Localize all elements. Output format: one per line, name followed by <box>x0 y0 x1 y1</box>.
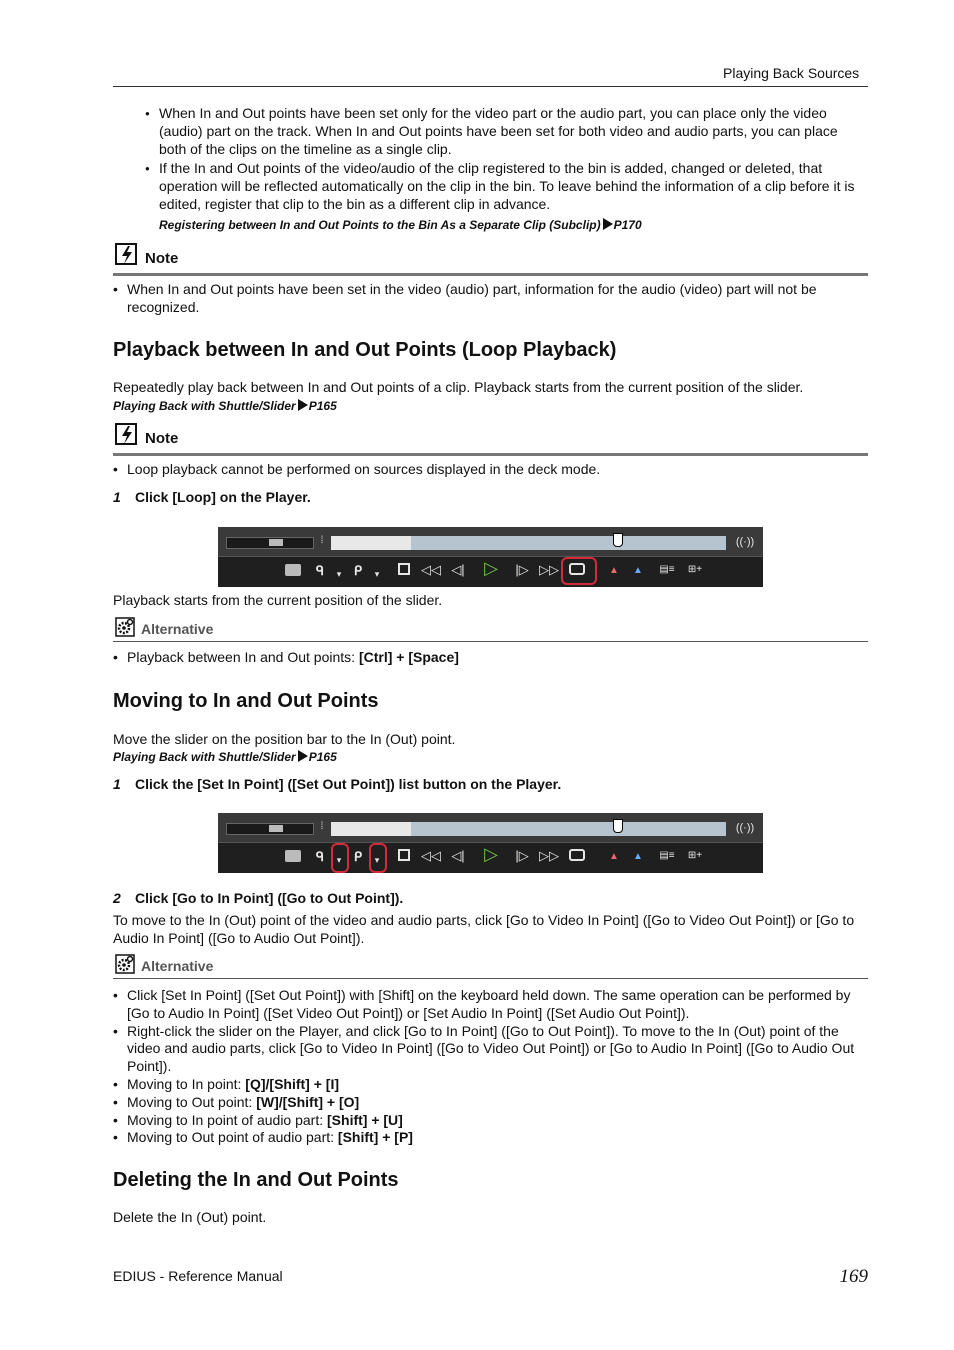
add-icon[interactable]: ⊞+ <box>687 850 703 861</box>
footer-manual-title: EDIUS - Reference Manual <box>113 1268 283 1284</box>
step-instruction <box>113 489 311 505</box>
list-item-text: Moving to In point of audio part: <box>127 1111 328 1128</box>
set-out-list-icon[interactable]: ▾ <box>374 569 380 579</box>
note-label: Note <box>145 250 179 267</box>
step-text: Click [Loop] on the Player. <box>135 489 311 505</box>
in-out-marker-icon: ⁞ <box>320 535 324 546</box>
paragraph: Repeatedly play back between In and Out points of a clip. Playback starts from the current position of the slider. <box>113 379 804 395</box>
step-text: Click the [Set In Point] ([Set Out Point]) list button on the Player. <box>135 776 562 792</box>
list-item: ● When In and Out points have been set only for the video part or the audio part, you can place only the video (audio) part on the track. When In and Out points have been set for both video and audio parts, you can place both of the clips on the timeline as a single clip. <box>145 105 867 158</box>
position-bar[interactable] <box>331 822 726 836</box>
paragraph: Move the slider on the position bar to the In (Out) point. <box>113 731 456 747</box>
set-in-list-icon[interactable]: ▾ <box>336 855 342 865</box>
in-out-range <box>411 536 726 550</box>
set-out-list-icon[interactable]: ▾ <box>374 855 380 865</box>
player-toolbar <box>218 813 763 872</box>
shuttle-icon[interactable] <box>285 564 301 576</box>
list-item <box>113 1129 873 1147</box>
list-item-text: Right-click the slider on the Player, and click [Go to In Point] ([Go to Out Point]). To move to the In (Out) point of the video and audio parts, click [Go to Video In Point] ([Go to Video Out Point]) or [Go to Audio In Point] ([Go to Audio Out Point]). <box>127 1022 855 1075</box>
player-button-row <box>218 556 763 587</box>
note-label: Note <box>145 430 179 447</box>
list-item <box>113 1112 873 1130</box>
in-out-range <box>411 822 726 836</box>
export-icon[interactable]: ▤≡ <box>659 564 675 575</box>
rewind-icon[interactable]: ◁◁ <box>421 848 441 863</box>
export-icon[interactable]: ▤≡ <box>659 850 675 861</box>
player-button-row <box>218 842 763 873</box>
xref-page: P165 <box>308 399 337 413</box>
shortcut-keys: [Ctrl] + [Space] <box>358 649 459 665</box>
stop-icon[interactable] <box>398 849 410 861</box>
list-item <box>113 1023 873 1076</box>
position-slider[interactable] <box>613 819 623 833</box>
cross-reference-link[interactable] <box>113 750 337 764</box>
step-back-icon[interactable]: ◁| <box>451 848 465 863</box>
loop-highlight-ring <box>561 557 597 585</box>
audio-monitor-icon[interactable]: ((·)) <box>735 536 755 548</box>
fast-forward-icon[interactable]: ▷▷ <box>539 848 559 863</box>
overwrite-icon[interactable]: ▲ <box>609 851 619 862</box>
alternative-label: Alternative <box>141 621 214 637</box>
arrow-right-icon <box>603 218 613 230</box>
list-item-text: Click [Set In Point] ([Set Out Point]) with [Shift] on the keyboard held down. The same operation can be performed by [Go to Audio In Point] ([Set Video Out Point]) or [Set Audio In Point] ([Set Audio Out Point]). <box>127 987 851 1021</box>
rewind-icon[interactable]: ◁◁ <box>421 562 441 577</box>
add-icon[interactable]: ⊞+ <box>687 564 703 575</box>
list-item <box>113 649 873 667</box>
set-in-point-icon[interactable]: ᑫ <box>315 563 325 578</box>
shortcut-keys: [Shift] + [U] <box>327 1111 403 1128</box>
gear-icon <box>115 954 135 974</box>
overwrite-icon[interactable]: ▲ <box>609 565 619 576</box>
position-slider[interactable] <box>613 533 623 547</box>
step-number: 2 <box>113 890 121 906</box>
step-instruction <box>113 890 403 906</box>
paragraph: Delete the In (Out) point. <box>113 1209 267 1225</box>
shuttle-knob[interactable] <box>269 825 283 832</box>
xref-page: P170 <box>613 218 642 232</box>
xref-text: Playing Back with Shuttle/Slider <box>113 750 296 764</box>
list-item-text: Moving to In point: <box>127 1075 246 1092</box>
alternative-header <box>113 954 868 979</box>
shuttle-bar[interactable] <box>226 537 314 549</box>
shortcut-keys: [W]/[Shift] + [O] <box>256 1093 360 1110</box>
paragraph: Playback starts from the current position of the slider. <box>113 592 443 608</box>
fast-forward-icon[interactable]: ▷▷ <box>539 562 559 577</box>
set-in-point-icon[interactable]: ᑫ <box>315 849 325 864</box>
shortcut-keys: [Shift] + [P] <box>337 1129 413 1146</box>
alternative-label: Alternative <box>141 958 214 974</box>
arrow-right-icon <box>298 750 308 762</box>
list-item <box>113 987 873 1023</box>
shortcut-keys: [Q]/[Shift] + [I] <box>245 1075 339 1092</box>
xref-page: P165 <box>308 750 337 764</box>
insert-icon[interactable]: ▲ <box>633 851 643 862</box>
note-list <box>113 281 873 317</box>
shuttle-icon[interactable] <box>285 850 301 862</box>
alternative-list <box>113 987 873 1147</box>
list-item-text: Moving to Out point: <box>127 1093 257 1110</box>
cross-reference-link[interactable] <box>113 399 337 413</box>
step-instruction <box>113 776 561 792</box>
paragraph: To move to the In (Out) point of the video and audio parts, click [Go to Video In Point] ([Go to Video Out Point]) or [Go to Audio In Point] ([Go to Audio Out Point]). <box>113 912 855 946</box>
section-heading: Moving to In and Out Points <box>113 690 379 712</box>
step-text: Click [Go to In Point] ([Go to Out Point]). <box>135 890 404 906</box>
section-heading: Playback between In and Out Points (Loop Playback) <box>113 339 617 361</box>
step-back-icon[interactable]: ◁| <box>451 562 465 577</box>
list-item <box>113 1076 873 1094</box>
play-icon[interactable]: ▷ <box>484 844 498 864</box>
list-item-text: Moving to Out point of audio part: <box>127 1129 338 1146</box>
section-heading: Deleting the In and Out Points <box>113 1169 399 1191</box>
player-position-row <box>218 813 763 842</box>
note-header <box>113 423 868 456</box>
audio-monitor-icon[interactable]: ((·)) <box>735 822 755 834</box>
set-out-list-highlight-ring <box>369 843 387 873</box>
page-number: 169 <box>839 1266 868 1287</box>
stop-icon[interactable] <box>398 563 410 575</box>
loop-icon[interactable] <box>569 849 585 861</box>
list-item: • When In and Out points have been set in the video (audio) part, information for the audio (video) part will not be recognized. <box>113 281 873 317</box>
alternative-header <box>113 617 868 642</box>
step-number: 1 <box>113 776 121 792</box>
gear-icon <box>115 617 135 637</box>
insert-icon[interactable]: ▲ <box>633 565 643 576</box>
note-icon <box>115 423 139 447</box>
xref-text: Playing Back with Shuttle/Slider <box>113 399 296 413</box>
top-bullet-list <box>145 105 867 214</box>
note-list <box>113 461 873 479</box>
set-in-list-icon[interactable]: ▾ <box>336 569 342 579</box>
alternative-list <box>113 649 873 667</box>
note-header <box>113 243 868 276</box>
arrow-right-icon <box>298 399 308 411</box>
set-out-point-icon[interactable]: ᑭ <box>353 849 363 864</box>
shuttle-bar[interactable] <box>226 823 314 835</box>
note-icon <box>115 243 139 267</box>
player-position-row <box>218 527 763 556</box>
cross-reference-link[interactable] <box>159 218 642 232</box>
set-in-list-highlight-ring <box>331 843 349 873</box>
list-item: ● If the In and Out points of the video/audio of the clip registered to the bin is added, changed or deleted, that operation will be reflected automatically on the clip in the bin. To leave behind the information of a clip before it is edited, register that clip to the bin as a different clip in advance. <box>145 160 867 213</box>
set-out-point-icon[interactable]: ᑭ <box>353 563 363 578</box>
list-item: • Loop playback cannot be performed on sources displayed in the deck mode. <box>113 461 873 479</box>
step-forward-icon[interactable]: |▷ <box>515 562 529 577</box>
list-item <box>113 1094 873 1112</box>
play-icon[interactable]: ▷ <box>484 558 498 578</box>
position-bar[interactable] <box>331 536 726 550</box>
shuttle-knob[interactable] <box>269 539 283 546</box>
player-toolbar <box>218 527 763 586</box>
step-number: 1 <box>113 489 121 505</box>
xref-text: Registering between In and Out Points to the Bin As a Separate Clip (Subclip) <box>159 218 601 232</box>
step-forward-icon[interactable]: |▷ <box>515 848 529 863</box>
header-rule <box>113 86 868 87</box>
in-out-marker-icon: ⁞ <box>320 821 324 832</box>
running-header: Playing Back Sources <box>723 65 860 81</box>
list-item-text: Playback between In and Out points: <box>127 649 359 665</box>
